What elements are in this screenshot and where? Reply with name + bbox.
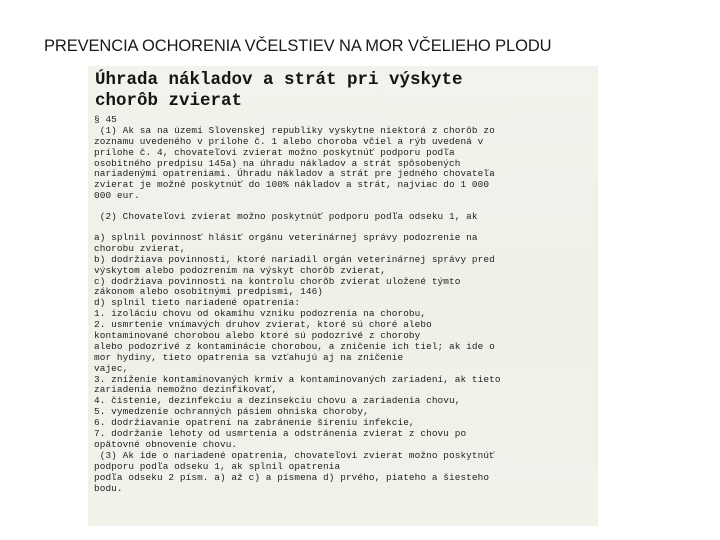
document-text-line: d) splnil tieto nariadené opatrenia: [94, 297, 301, 309]
document-text-line: prílohe č. 4, chovateľovi zvierat možno poskytnúť podporu podľa [94, 146, 455, 158]
document-text-line: 7. dodržanie lehoty od usmrtenia a odstránenia zvierat z chovu po [94, 428, 467, 440]
document-text-line: 2. usmrtenie vnímavých druhov zvierat, ktoré sú choré alebo [94, 319, 432, 331]
document-text-line: 5. vymedzenie ochranných pásiem ohniska choroby, [94, 406, 369, 418]
scanned-document [88, 66, 598, 526]
document-text-line: opätovné obnovenie chovu. [94, 438, 238, 450]
document-text-line: podporu podľa odseku 1, ak splnil opatrenia [94, 460, 341, 472]
document-heading [95, 70, 463, 112]
document-text-line: zvierat je možné poskytnúť do 100% nákladov a strát, najviac do 1 000 [94, 179, 490, 191]
document-text-line: zákonom alebo osobitnými predpismi, 146) [94, 286, 324, 298]
document-text-line: zoznamu uvedeného v prílohe č. 1 alebo choroba včiel a rýb uvedená v [94, 135, 484, 147]
paragraph-2 [94, 212, 594, 223]
paragraph-3 [94, 233, 594, 494]
document-text-line: 4. čistenie, dezinfekciu a dezinsekciu chovu a zariadenia chovu, [94, 395, 461, 407]
document-text-line: chorobu zvierat, [94, 242, 186, 254]
document-text-line: kontaminované chorobou alebo ktoré sú podozrivé z choroby [94, 330, 421, 342]
document-body [94, 115, 594, 494]
document-text-line: 1. izoláciu chovu od okamihu vzniku podozrenia na chorobu, [94, 308, 427, 320]
document-text-line: c) dodržiava povinnosti na kontrolu chorôb zvierat uložené týmto [94, 275, 461, 287]
document-text-line: 000 eur. [94, 190, 140, 202]
document-text-line: (1) Ak sa na území Slovenskej republiky vyskytne niektorá z chorôb zo [94, 124, 495, 136]
document-text-line: (3) Ak ide o nariadené opatrenia, chovateľovi zvierat možno poskytnúť [94, 449, 495, 461]
document-text-line: výskytom alebo podozrením na výskyt chorôb zvierat, [94, 264, 387, 276]
document-text-line: a) splnil povinnosť hlásiť orgánu veterinárnej správy podozrenie na [94, 232, 478, 244]
document-text-line: § 45 [94, 114, 117, 125]
slide-title: PREVENCIA OCHORENIA VČELSTIEV NA MOR VČELIEHO PLODU [44, 37, 552, 55]
paragraph-1 [94, 115, 594, 202]
document-text-line: 3. zníženie kontaminovaných krmív a kontaminovaných zariadení, ak tieto [94, 373, 501, 385]
document-text-line: podľa odseku 2 písm. a) až c) a písmena d) prvého, piateho a šiesteho [94, 471, 490, 483]
document-text-line: nariadenými opatreniami. Úhradu nákladov a strát pre jedného chovateľa [94, 168, 495, 180]
document-text-line: vajec, [94, 362, 129, 374]
document-text-line: b) dodržiava povinnosti, ktoré nariadil orgán veterinárnej správy pred [94, 253, 495, 265]
document-text-line: bodu. [94, 482, 123, 494]
document-text-line: mor hydiny, tieto opatrenia sa vzťahujú aj na zničenie [94, 351, 404, 363]
document-text-line: osobitného predpisu 145a) na úhradu nákladov a strát spôsobených [94, 157, 461, 169]
document-text-line: zariadenia nemožno dezinfikovať, [94, 384, 278, 396]
document-text-line: 6. dodržiavanie opatrení na zabránenie šíreniu infekcie, [94, 417, 415, 429]
document-heading-line: Úhrada nákladov a strát pri výskyte [95, 70, 463, 90]
document-text-line: (2) Chovateľovi zvierat možno poskytnúť podporu podľa odseku 1, ak [94, 211, 478, 223]
document-heading-line: chorôb zvierat [95, 91, 243, 111]
document-text-line: alebo podozrivé z kontaminácie chorobou, a zničenie ich tiel; ak ide o [94, 340, 495, 352]
